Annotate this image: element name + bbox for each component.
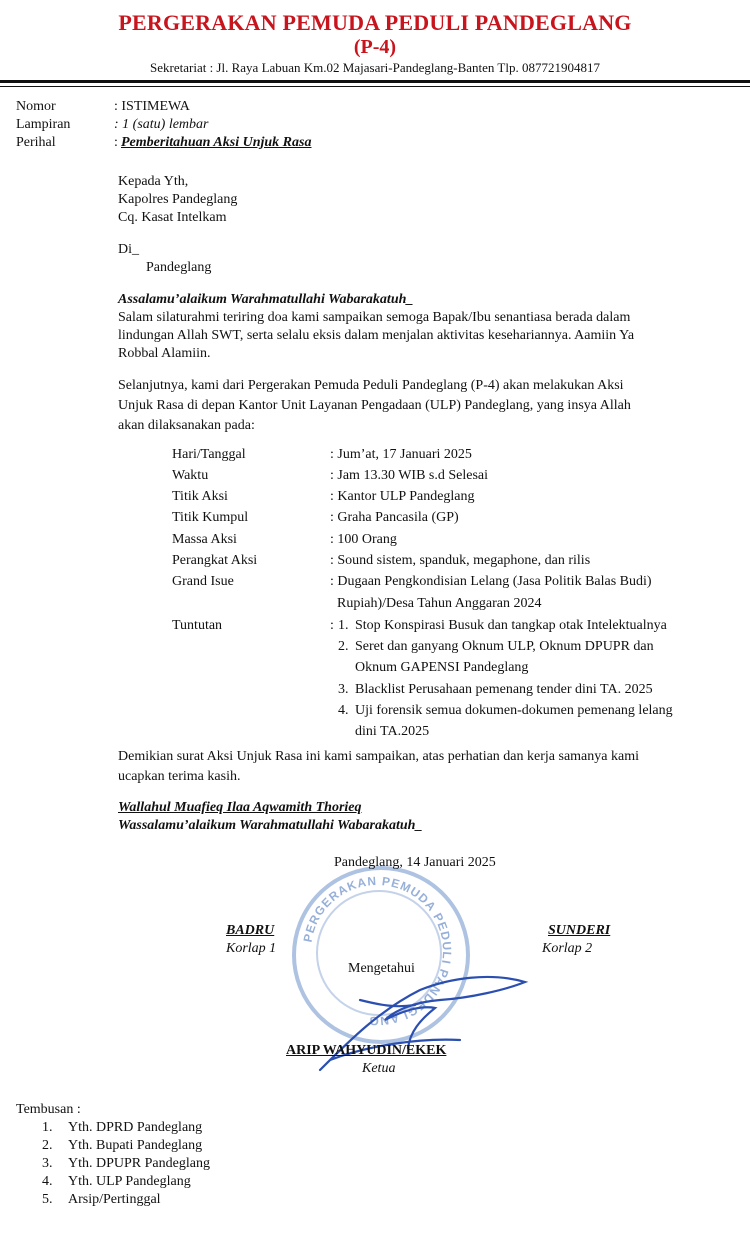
- tuntutan-item-2-line2: Oknum GAPENSI Pandeglang: [355, 660, 529, 675]
- detail-key-perangkat: Perangkat Aksi: [172, 553, 258, 568]
- signatory-left-role: Korlap 1: [226, 941, 277, 956]
- para1-line3: Robbal Alamiin.: [118, 346, 211, 361]
- letterhead-rule-thin: [0, 86, 750, 87]
- detail-value-hari: : Jum’at, 17 Januari 2025: [330, 447, 472, 462]
- closing-line1: Demikian surat Aksi Unjuk Rasa ini kami sampaikan, atas perhatian dan kerja samanya kami: [118, 749, 639, 764]
- para2-line2: Unjuk Rasa di depan Kantor Unit Layanan Pengadaan (ULP) Pandeglang, yang insya Allah: [118, 398, 631, 413]
- detail-value-perangkat: : Sound sistem, spanduk, megaphone, dan rilis: [330, 553, 591, 568]
- tuntutan-item-1: Stop Konspirasi Busuk dan tangkap otak Intelektualnya: [355, 618, 667, 633]
- tuntutan-colon: :: [330, 618, 334, 633]
- tembusan-num-3: 3.: [42, 1156, 53, 1171]
- tuntutan-item-2: Seret dan ganyang Oknum ULP, Oknum DPUPR dan: [355, 639, 654, 654]
- detail-key-titik-kumpul: Titik Kumpul: [172, 510, 249, 525]
- detail-key-titik-aksi: Titik Aksi: [172, 489, 228, 504]
- closing-line2: ucapkan terima kasih.: [118, 769, 241, 784]
- tuntutan-item-4: Uji forensik semua dokumen-dokumen pemenang lelang: [355, 703, 673, 718]
- detail-key-waktu: Waktu: [172, 468, 209, 483]
- closing-greeting-1: Wallahul Muafieq Ilaa Aqwamith Thorieq: [118, 800, 362, 815]
- tuntutan-num-3: 3.: [338, 682, 349, 697]
- signatory-right-role: Korlap 2: [542, 941, 593, 956]
- detail-value-titik-aksi: : Kantor ULP Pandeglang: [330, 489, 475, 504]
- tuntutan-key: Tuntutan: [172, 618, 223, 633]
- tembusan-item-3: Yth. DPUPR Pandeglang: [68, 1156, 210, 1171]
- detail-value-grand-isue: : Dugaan Pengkondisian Lelang (Jasa Politik Balas Budi): [330, 574, 652, 589]
- para1-line1: Salam silaturahmi teriring doa kami sampaikan semoga Bapak/Ibu senantiasa berada dalam: [118, 310, 631, 325]
- para2-line3: akan dilaksanakan pada:: [118, 418, 255, 433]
- tuntutan-item-3: Blacklist Perusahaan pemenang tender dini TA. 2025: [355, 682, 653, 697]
- tembusan-item-5: Arsip/Pertinggal: [68, 1192, 161, 1207]
- para2-line1: Selanjutnya, kami dari Pergerakan Pemuda Peduli Pandeglang (P-4) akan melakukan Aksi: [118, 378, 624, 393]
- perihal-value: Pemberitahuan Aksi Unjuk Rasa: [121, 135, 312, 150]
- nomor-value: : ISTIMEWA: [114, 99, 190, 114]
- tembusan-num-4: 4.: [42, 1174, 53, 1189]
- tembusan-item-4: Yth. ULP Pandeglang: [68, 1174, 191, 1189]
- lampiran-label: Lampiran: [16, 117, 71, 132]
- tuntutan-num-1: 1.: [338, 618, 349, 633]
- chairman-role: Ketua: [362, 1061, 396, 1076]
- svg-text:PERGERAKAN PEMUDA PEDULI PANDE: PERGERAKAN PEMUDA PEDULI PANDEGLANG: [300, 873, 455, 1029]
- chairman-signature: [300, 960, 540, 1080]
- detail-key-hari: Hari/Tanggal: [172, 447, 246, 462]
- perihal-label: Perihal: [16, 135, 56, 150]
- addressee-line1: Kepada Yth,: [118, 174, 189, 189]
- place-date: Pandeglang, 14 Januari 2025: [334, 855, 496, 870]
- detail-value-waktu: : Jam 13.30 WIB s.d Selesai: [330, 468, 489, 483]
- lampiran-value: : 1 (satu) lembar: [114, 117, 209, 132]
- detail-value-titik-kumpul: : Graha Pancasila (GP): [330, 510, 459, 525]
- tuntutan-item-4-line2: dini TA.2025: [355, 724, 430, 739]
- chairman-name: ARIP WAHYUDIN/EKEK: [286, 1043, 447, 1058]
- mengetahui-label: Mengetahui: [348, 961, 415, 976]
- detail-key-massa: Massa Aksi: [172, 532, 237, 547]
- tembusan-num-2: 2.: [42, 1138, 53, 1153]
- letterhead-rule-thick: [0, 80, 750, 83]
- perihal-colon: :: [114, 135, 118, 150]
- addressee-line3: Cq. Kasat Intelkam: [118, 210, 227, 225]
- tembusan-item-1: Yth. DPRD Pandeglang: [68, 1120, 203, 1135]
- detail-value-massa: : 100 Orang: [330, 532, 397, 547]
- letterhead-org-name: PERGERAKAN PEMUDA PEDULI PANDEGLANG: [118, 10, 632, 35]
- para1-line2: lindungan Allah SWT, serta selalu eksis dalam menjalan aktivitas kesehariannya. Aamiin Ya: [118, 328, 635, 343]
- tembusan-label: Tembusan :: [16, 1102, 81, 1117]
- tuntutan-num-2: 2.: [338, 639, 349, 654]
- addressee-di: Di_: [118, 242, 139, 257]
- signatory-left-name: BADRU: [226, 923, 275, 938]
- nomor-label: Nomor: [16, 99, 56, 114]
- tembusan-num-1: 1.: [42, 1120, 53, 1135]
- tembusan-num-5: 5.: [42, 1192, 53, 1207]
- letterhead-abbr: (P-4): [353, 36, 397, 58]
- detail-value-grand-isue-line2: Rupiah)/Desa Tahun Anggaran 2024: [337, 596, 542, 611]
- addressee-line2: Kapolres Pandeglang: [118, 192, 238, 207]
- closing-greeting-2: Wassalamu’alaikum Warahmatullahi Wabarakatuh_: [118, 818, 423, 833]
- detail-key-grand-isue: Grand Isue: [172, 574, 234, 589]
- greeting: Assalamu’alaikum Warahmatullahi Wabarakatuh_: [118, 292, 414, 307]
- tuntutan-num-4: 4.: [338, 703, 349, 718]
- letterhead-address: Sekretariat : Jl. Raya Labuan Km.02 Majasari-Pandeglang-Banten Tlp. 087721904817: [150, 60, 600, 75]
- tembusan-item-2: Yth. Bupati Pandeglang: [68, 1138, 203, 1153]
- signatory-right-name: SUNDERI: [548, 923, 611, 938]
- addressee-place: Pandeglang: [146, 260, 212, 275]
